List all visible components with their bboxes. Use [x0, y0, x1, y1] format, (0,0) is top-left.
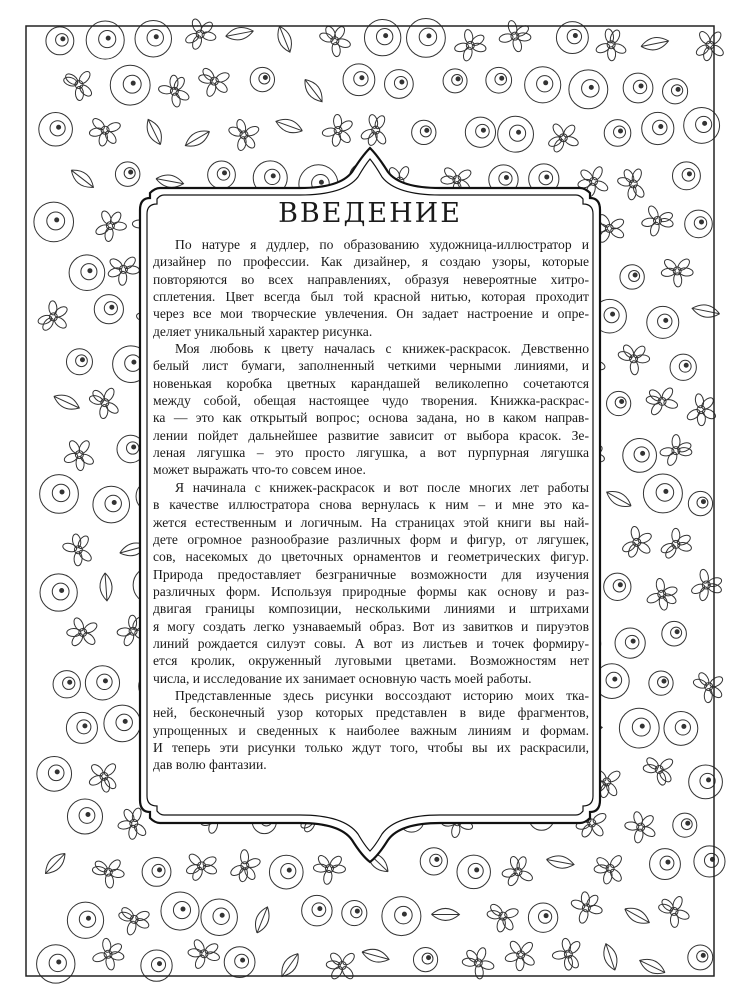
text-line: сплетения. Цвет всегда был той красной нитью, которая проходит	[153, 289, 589, 305]
text-line: двигая границы композиции, несколькими линиями и штрихами	[153, 601, 589, 617]
text-line: ется кролик, окруженный луговыми цветами. Возможностям нет	[153, 653, 589, 669]
text-line: лении пойдет дальнейшее развитие зависит от выбора красок. Зе-	[153, 427, 589, 443]
text-line: дете огромное разнообразие различных форм и фигур, от лягушек,	[153, 531, 589, 547]
text-line: различных форм. Используя природные формы как основу и раз-	[153, 583, 589, 599]
text-line: По натуре я дудлер, по образованию художница-иллюстратор и	[175, 237, 589, 252]
text-line: леная лягушка – это просто лягушка, а вот пурпурная лягушка	[153, 445, 589, 461]
text-line: новенькая коробка цветных карандашей великолепно сочетаются	[153, 375, 589, 391]
text-line: между собой, обещая настоящее чудо творения. Книжка-раскрас-	[153, 393, 589, 409]
text-line: через все мои творческие увлечения. Он задает настроение и опре-	[153, 306, 589, 322]
paragraph	[153, 236, 589, 340]
page-title: ВВЕДЕНИЕ	[278, 198, 462, 229]
text-line: может выражать что-то совсем иное.	[153, 462, 366, 478]
text-line: деляет уникальный характер рисунка.	[153, 323, 373, 339]
text-line: в качестве иллюстратора снова вернулась к ним – и мне это ка-	[153, 497, 589, 513]
text-line: ка — это как открытый вопрос; основа задана, но в каком направ-	[153, 410, 589, 426]
text-line: Моя любовь к цвету началась с книжек-раскрасок. Девственно	[175, 341, 589, 357]
text-line: дав волю фантазии.	[153, 757, 267, 773]
text-line: ней, бесконечный узор которых представлен в виде фрагментов,	[153, 705, 589, 721]
text-line: Природа предоставляет безграничные возможности для изучения	[153, 566, 589, 582]
introduction-text	[153, 236, 589, 774]
text-line: Представленные здесь рисунки воссоздают историю моих тка-	[175, 687, 589, 703]
text-line: И теперь эти рисунки только ждут того, чтобы вы их раскрасили,	[153, 739, 589, 755]
text-line: упрощенных и сведенных к наиболее важным линиям и формам.	[153, 722, 589, 738]
text-line: Я начинала с книжек-раскрасок и вот после многих лет работы	[175, 479, 589, 495]
text-line: линий рождается силуэт совы. А вот из листьев и точек формиру-	[153, 635, 589, 651]
text-line: дизайнер по профессии. Как дизайнер, я создаю узоры, которые	[153, 254, 589, 270]
paragraph	[153, 479, 589, 687]
text-line: жется естественным и логичным. На страницах этой книги вы най-	[153, 514, 589, 530]
text-line: повторяются во всех направлениях, образуя невероятные хитро-	[153, 271, 589, 287]
text-line: я могу создать легко узнаваемый образ. Вот из завитков и пируэтов	[153, 618, 589, 634]
text-line: белый лист бумаги, заполненный четкими черными линиями, и	[153, 358, 589, 374]
paragraph	[153, 687, 589, 774]
text-line: числа, и исследование их занимает основную часть моей работы.	[153, 670, 532, 686]
text-line: сов, насекомых до цветочных орнаментов и геометрических фигур.	[153, 549, 589, 565]
paragraph	[153, 340, 589, 479]
